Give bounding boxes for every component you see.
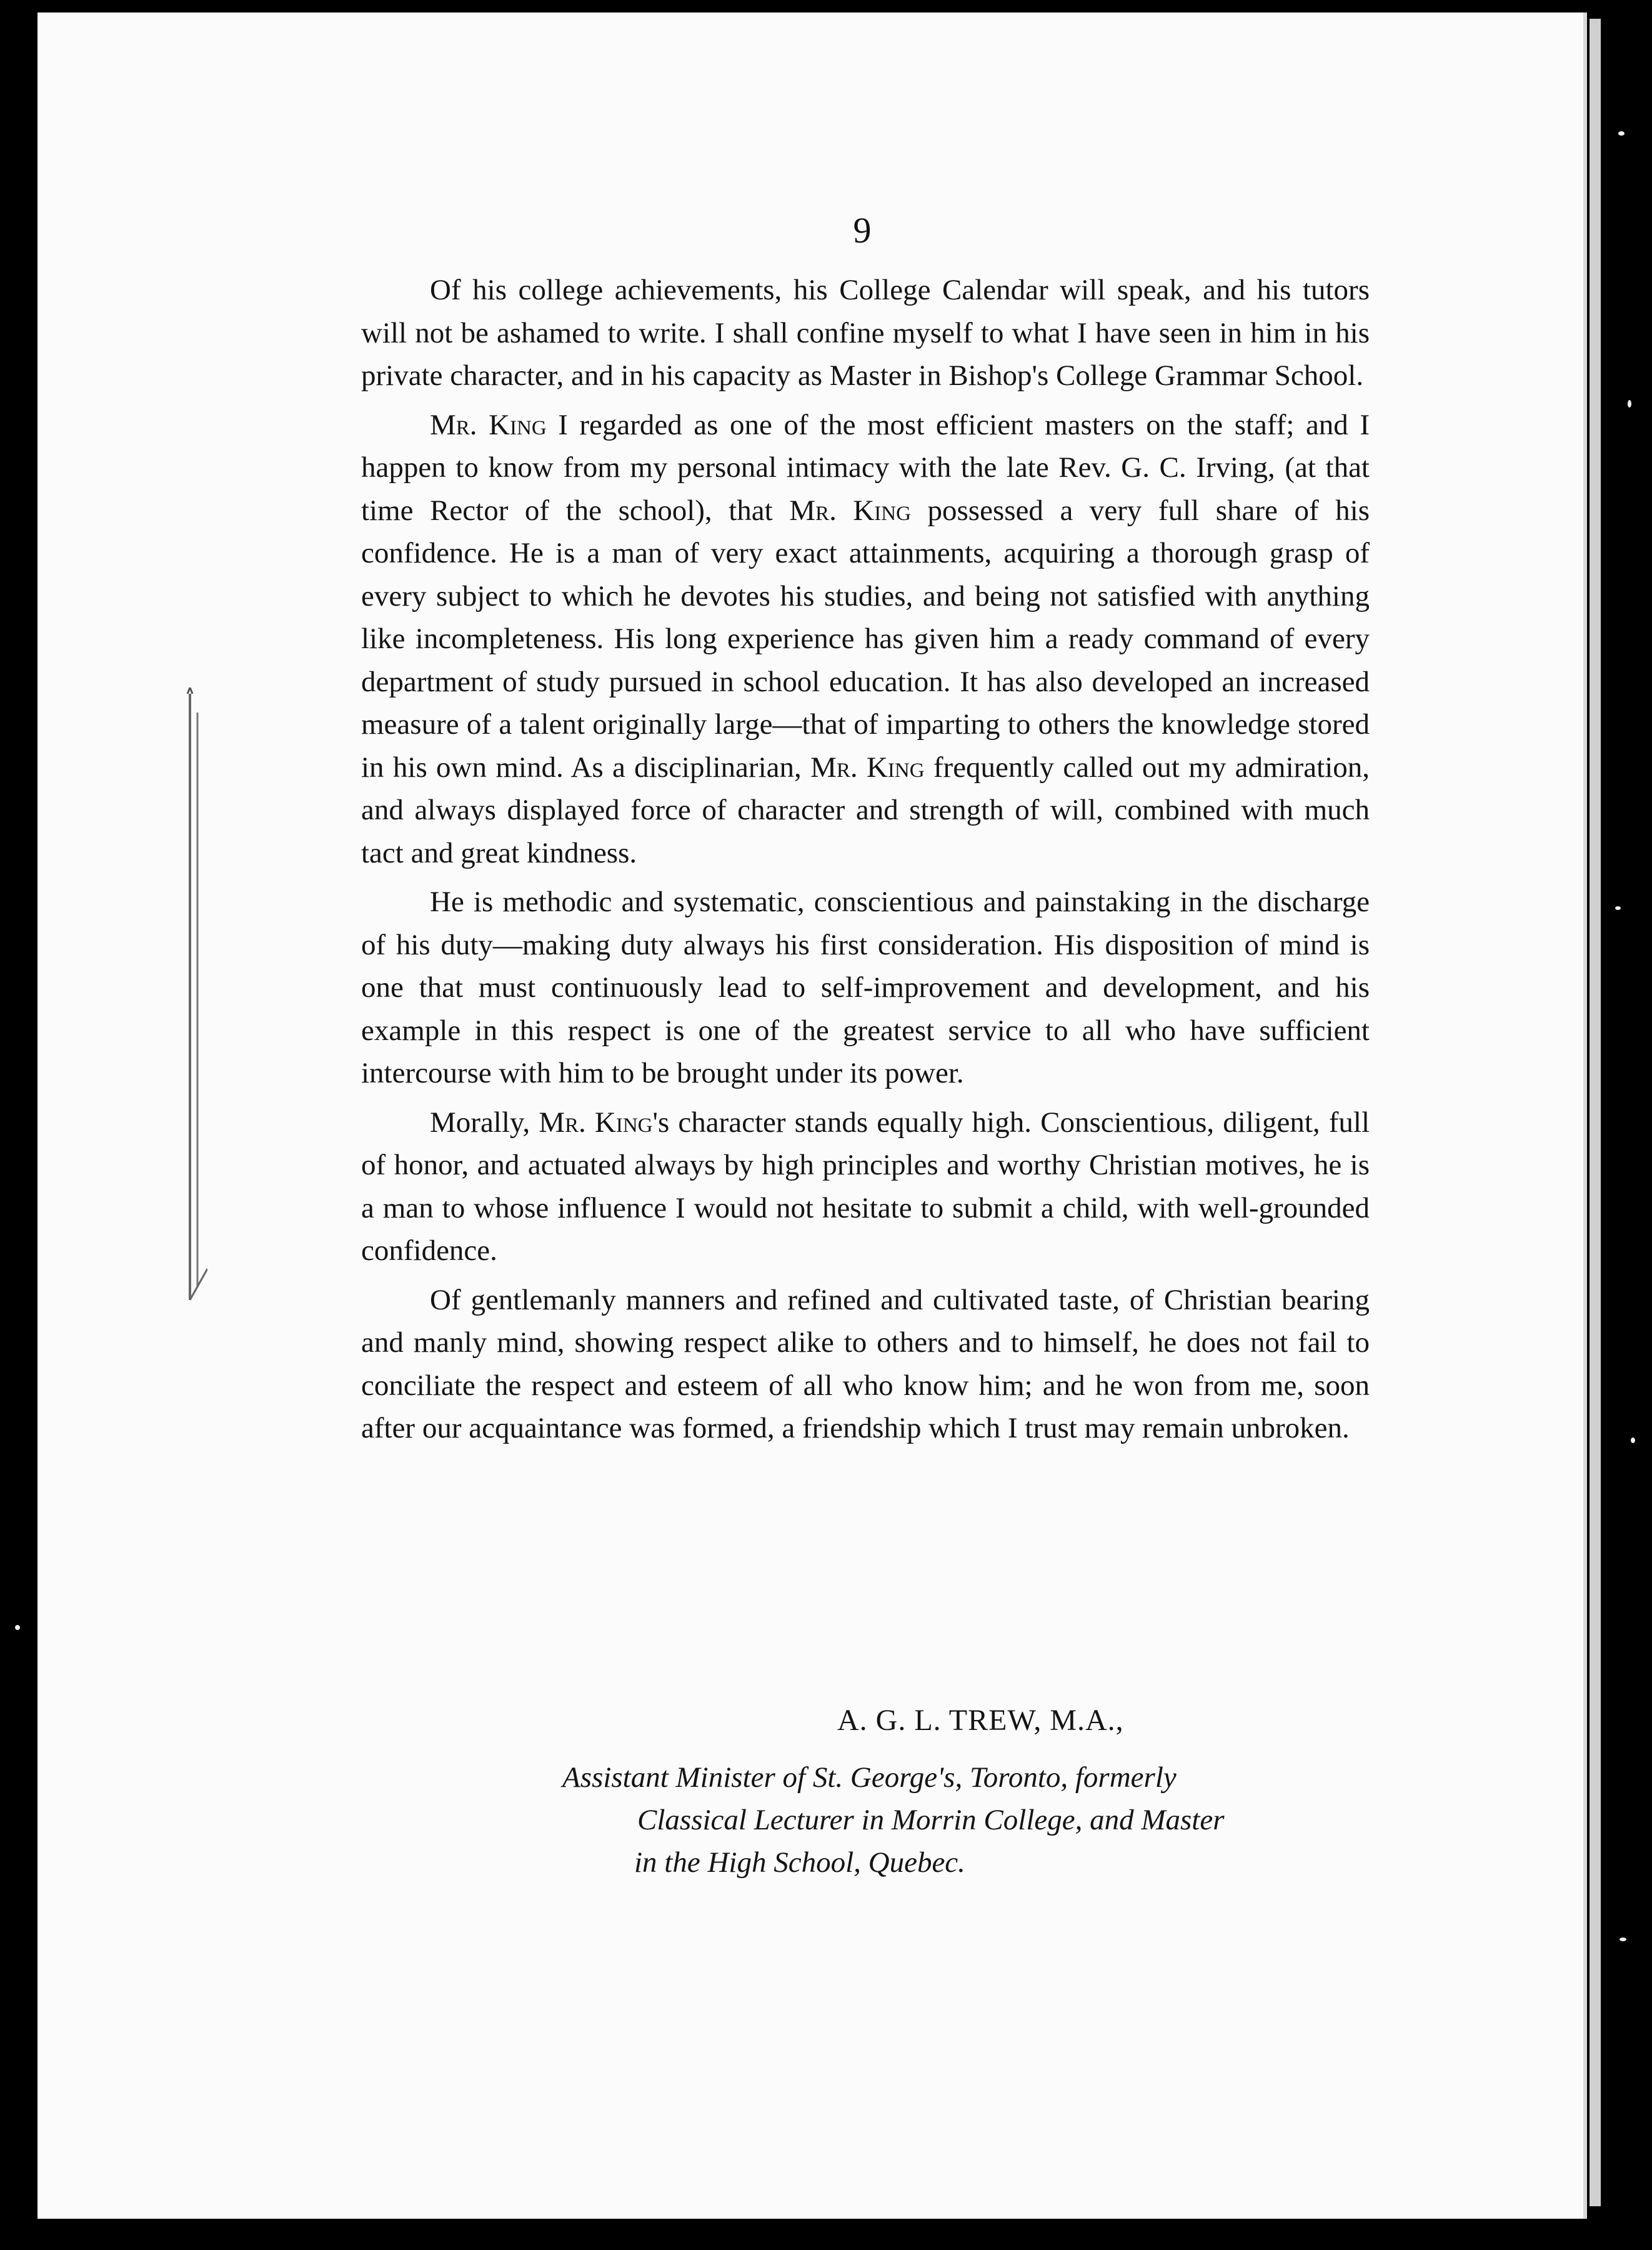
text-run: Of gentlemanly manners and refined and cultivated taste, of Christian bearing and manly mind, showing respect alike to others and to himself, he does not fail to conciliate the respect and esteem of all who know him; and he won from me, soon after our acquaintance was formed, a friendship which I trust may remain unbroken. [361, 1283, 1370, 1444]
credential-line: Classical Lecturer in Morrin College, and Master [637, 1804, 1225, 1836]
scan-noise [1631, 1438, 1635, 1443]
name-smallcaps: Mr. King [430, 408, 547, 441]
scan-noise [1618, 131, 1625, 136]
paragraph-methodic [361, 881, 1370, 1095]
text-run: frequently called out my admiration, and always displayed force of character and strength of will, combined with much tact and great kindness. [361, 751, 1370, 869]
name-smallcaps: Mr. King [539, 1106, 653, 1139]
text-run: Morally, [430, 1106, 539, 1139]
paragraph-college-achievements [361, 269, 1370, 398]
credential-line: Assistant Minister of St. George's, Toronto, formerly [562, 1761, 1177, 1794]
credential-line: in the High School, Quebec. [634, 1846, 965, 1879]
paragraph-efficient-master [361, 404, 1370, 875]
signatory-credentials [550, 1756, 1375, 1884]
scan-noise [15, 1625, 20, 1630]
scan-noise [1620, 1938, 1626, 1941]
margin-bracket-mark [182, 688, 207, 1306]
paragraph-manners [361, 1279, 1370, 1450]
text-run: 's character stands equally high. Conscientious, diligent, full of honor, and actuated always by high principles and worthy Christian motives, he is a man to whose influence I would not hesitate to submit a child, with well-grounded confidence. [361, 1106, 1370, 1267]
text-run: Of his college achievements, his College Calendar will speak, and his tutors will not be ashamed to write. I shall confine myself to what I have seen in him in his private character, and in his capacity as Master in Bishop's College Grammar School. [361, 274, 1370, 392]
page-number: 9 [853, 210, 872, 251]
text-run: He is methodic and systematic, conscientious and painstaking in the discharge of his duty—making duty always his first consideration. His disposition of mind is one that must continuously lead to self-improvement and development, and his example in this respect is one of the greatest service to all who have sufficient intercourse with him to be brought under its power. [361, 886, 1370, 1089]
page-edge [1590, 19, 1601, 2206]
name-smallcaps: Mr. King [810, 751, 925, 784]
name-smallcaps: Mr. King [789, 494, 911, 527]
text-run: I regarded as one of the most efficient masters on the staff; and I happen to know from my personal intimacy with the late Rev. G. C. Irving, (at that time Rector of the school), that [361, 408, 1370, 527]
scan-noise [1615, 906, 1621, 910]
signature-name: A. G. L. TREW, M.A., [837, 1704, 1124, 1737]
text-run: possessed a very full share of his confidence. He is a man of very exact attainments, acquiring a thorough grasp of every subject to which he devotes his studies, and being not satisfied with anything like incompleteness. His long experience has given him a ready command of every department of study pursued in school education. It has also developed an increased measure of a talent originally large—that of imparting to others the knowledge stored in his own mind. As a disciplinarian, [361, 494, 1370, 784]
letter-body [361, 269, 1370, 1456]
paragraph-moral-character [361, 1101, 1370, 1272]
scan-noise [1628, 400, 1631, 408]
